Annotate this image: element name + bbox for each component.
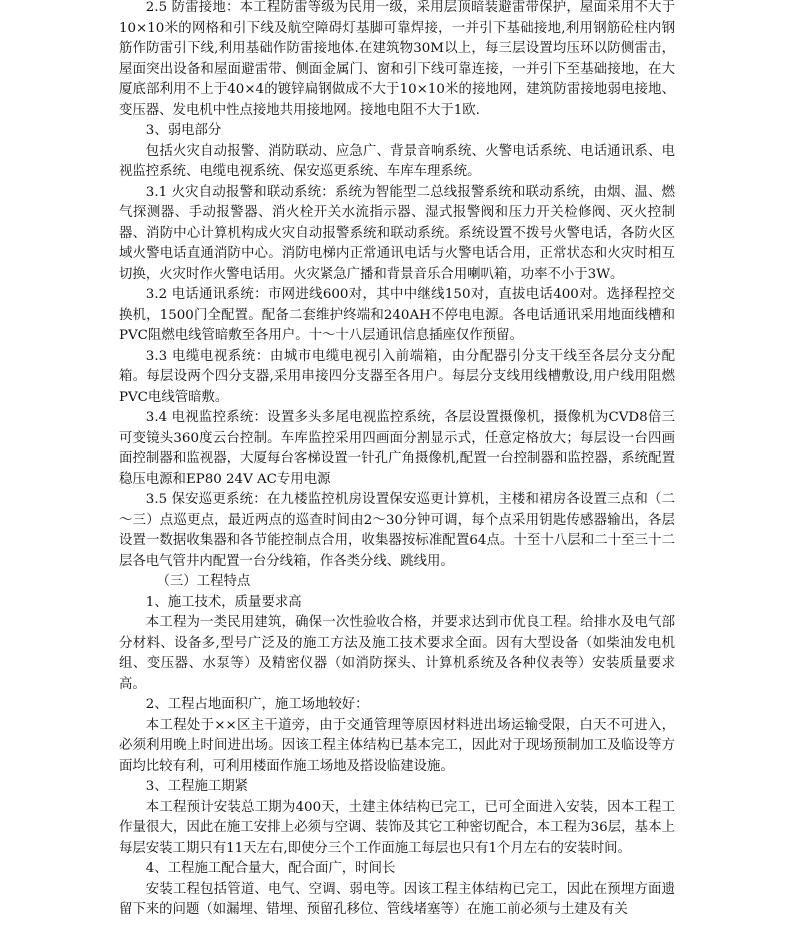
paragraph-weak-current-scope: 包括火灾自动报警、消防联动、应急广、背景音响系统、火警电话系统、电话通讯系、电视监控系统、电缆电视系统、保安巡更系统、车库车理系统。 [119, 143, 675, 179]
heading-project-features: （三）工程特点 [156, 574, 251, 589]
heading-site-area: 2、工程占地面积广，施工场地较好： [145, 697, 369, 712]
paragraph-schedule: 本工程预计安装总工期为400天，土建主体结构已完工，已可全面进入安装，因本工程工作量很大，因此在施工安排上必须与空调、装饰及其它工种密切配合，本工程为36层，基本上每层安装工期只有11天左右,即使分三个工作面施工每层也只有1个月左右的安装时间。 [119, 799, 675, 856]
paragraph-lightning-protection: 2.5 防雷接地：本工程防雷等级为民用一级，采用层顶暗装避雷带保护，屋面采用不大于10×10米的网格和引下线及航空障碍灯基脚可靠焊接，一并引下基础接地,利用钢筋砼柱内钢筋作防雷引下线,利用基础作防雷接地体.在建筑物30M以上，每三层设置均压环以防侧雷击，屋面突出设备和屋面避雷带、侧面金属门、窗和引下线可靠连接，一并引下至基础接地，在大厦底部利用不上于40×4的镀锌扁钢做成不大于10×10米的接地网，建筑防雷接地弱电接地、变压器、发电机中性点接地共用接地网。接地电阻不大于1欧. [119, 0, 675, 118]
paragraph-coordination: 安装工程包括管道、电气、空调、弱电等。因该工程主体结构已完工，因此在预埋方面遗留下来的问题（如漏埋、错埋、预留孔移位、管线堵塞等）在施工前必须与土建及有关 [119, 881, 675, 917]
paragraph-site-area: 本工程处于××区主干道旁，由于交通管理等原因材料进出场运输受限，白天不可进入，必须利用晚上时间进出场。因该工程主体结构已基本完工，因此对于现场预制加工及临设等方面均比较有利，可利用楼面作施工场地及搭设临建设施。 [119, 717, 675, 774]
heading-coordination: 4、工程施工配合量大，配合面广，时间长 [145, 861, 396, 876]
paragraph-fire-alarm: 3.1 火灾自动报警和联动系统：系统为智能型二总线报警系统和联动系统，由烟、温、燃气探测器、手动报警器、消火栓开关水流指示器、湿式报警阀和压力开关检修阀、灭火控制器、消防中心计算机构成火灾自动报警系统和联动系统。系统设置不拨号火警电话，各防火区域火警电话直通消防中心。消防电梯内正常通讯电话与火警电话合用，正常状态和火灾时相互切换，火灾时作火警电话用。火灾紧急广播和背景音乐合用喇叭箱，功率不小于3W。 [119, 184, 675, 282]
paragraph-technical-quality: 本工程为一类民用建筑，确保一次性验收合格，并要求达到市优良工程。给排水及电气部分材料、设备多,型号广泛及的施工方法及施工技术要求全面。因有大型设备（如柴油发电机组、变压器、水泵等）及精密仪器（如消防探头、计算机系统及各种仪表等）安装质量要求高。 [119, 615, 675, 692]
paragraph-security-patrol: 3.5 保安巡更系统：在九楼监控机房设置保安巡更计算机，主楼和裙房各设置三点和（二～三）点巡更点，最近两点的巡查时间由2～30分钟可调，每个点采用钥匙传感器输出，各层设置一数据收集器和各节能控制点合用，收集器按标准配置64点。十至十八层和二十至三十二层各电气管井内配置一台分线箱，作各类分线、跳线用。 [119, 492, 675, 569]
heading-weak-current: 3、弱电部分 [145, 123, 222, 138]
heading-technical-quality: 1、施工技术，质量要求高 [145, 594, 302, 610]
paragraph-cable-tv: 3.3 电缆电视系统：由城市电缆电视引入前端箱，由分配器引分支干线至各层分支分配箱。每层设两个四分支器,采用串接四分支器至各用户。每层分支线用线槽敷设,用户线用阻燃PVC电线管暗敷。 [119, 348, 675, 405]
paragraph-video-surveillance: 3.4 电视监控系统：设置多头多尾电视监控系统，各层设置摄像机，摄像机为CVD8倍三可变镜头360度云台控制。车库监控采用四画面分割显示式，任意定格放大；每层设一台四画面控制器和监视器，大厦每台客梯设置一针孔广角摄像机,配置一台控制器和监控器，系统配置稳压电源和EP80 24V AC专用电源 [119, 410, 675, 487]
heading-schedule: 3、工程施工期紧 [145, 779, 249, 794]
paragraph-telephone: 3.2 电话通讯系统：市网进线600对，其中中继线150对，直拔电话400对。选择程控交换机，1500门全配置。配备二套维护终端和240AH不停电电源。各电话通讯采用地面线槽和PVC阻燃电线管暗敷至各用户。十～十八层通讯信息插座仅作预留。 [119, 287, 675, 343]
document-page [119, 0, 675, 921]
